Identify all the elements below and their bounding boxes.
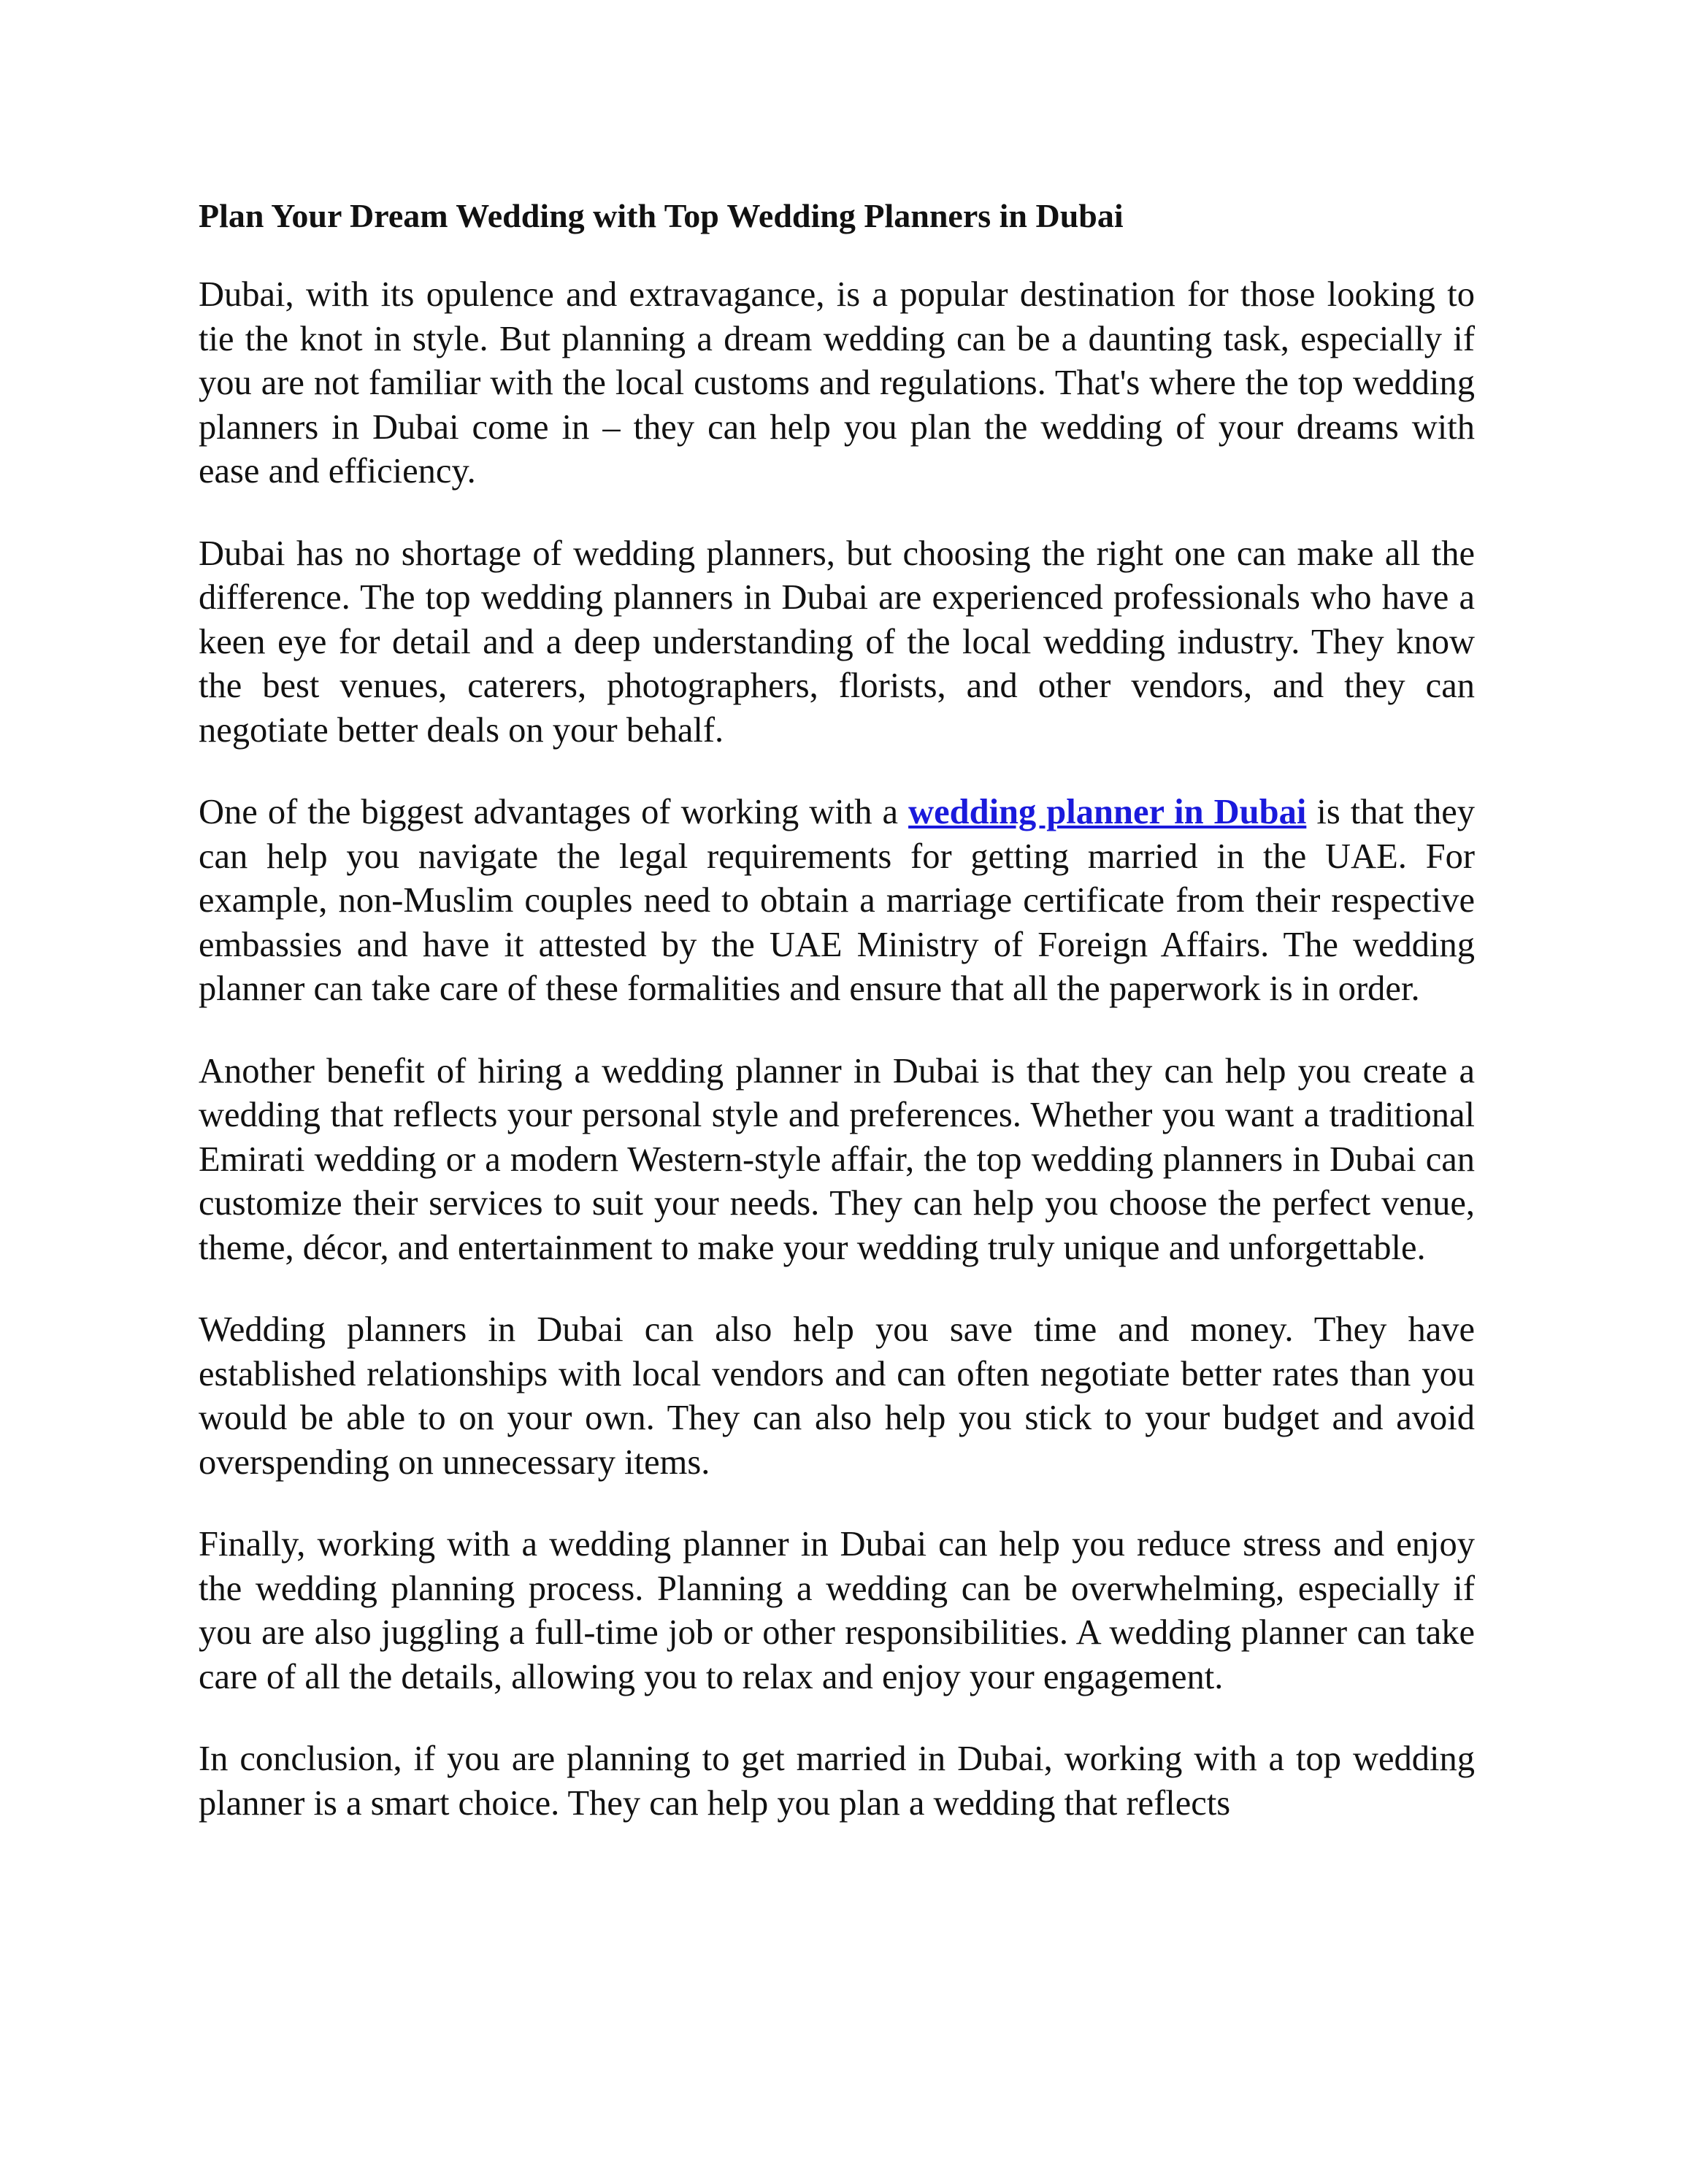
- paragraph-text-before-link: One of the biggest advantages of working with a: [199, 793, 909, 831]
- document-title: Plan Your Dream Wedding with Top Wedding Planners in Dubai: [199, 197, 1124, 234]
- wedding-planner-link[interactable]: wedding planner in Dubai: [908, 793, 1307, 831]
- paragraph-legal-requirements: [199, 791, 1475, 1012]
- paragraph-text-after-link: is that they can help you navigate the legal requirements for getting married in the UAE. For example, non-Muslim couples need to obtain a marriage certificate from their respective embassies and have it attested by the UAE Ministry of Foreign Affairs. The wedding planner can take care of these formalities and ensure that all the paperwork is in order.: [199, 793, 1475, 1008]
- paragraph-choosing-planner: Dubai has no shortage of wedding planners, but choosing the right one can make all the difference. The top wedding planners in Dubai are experienced professionals who have a keen eye for detail and a deep understanding of the local wedding industry. They know the best venues, caterers, photographers, florists, and other vendors, and they can negotiate better deals on your behalf.: [199, 534, 1475, 750]
- paragraph-conclusion: In conclusion, if you are planning to get married in Dubai, working with a top wedding planner is a smart choice. They can help you plan a wedding that reflects: [199, 1739, 1475, 1823]
- paragraph-reduce-stress: Finally, working with a wedding planner in Dubai can help you reduce stress and enjoy the wedding planning process. Planning a wedding can be overwhelming, especially if you are also juggling a full-time job or other responsibilities. A wedding planner can take care of all the details, allowing you to relax and enjoy your engagement.: [199, 1525, 1475, 1696]
- paragraph-personal-style: Another benefit of hiring a wedding planner in Dubai is that they can help you create a wedding that reflects your personal style and preferences. Whether you want a traditional Emirati wedding or a modern Western-style affair, the top wedding planners in Dubai can customize their services to suit your needs. They can help you choose the perfect venue, theme, décor, and entertainment to make your wedding truly unique and unforgettable.: [199, 1051, 1475, 1267]
- document-page: [199, 194, 1475, 1864]
- paragraph-save-time-money: Wedding planners in Dubai can also help you save time and money. They have established relationships with local vendors and can often negotiate better rates than you would be able to on your own. They can also help you stick to your budget and avoid overspending on unnecessary items.: [199, 1310, 1475, 1482]
- paragraph-intro: Dubai, with its opulence and extravagance, is a popular destination for those looking to tie the knot in style. But planning a dream wedding can be a daunting task, especially if you are not familiar with the local customs and regulations. That's where the top wedding planners in Dubai come in – they can help you plan the wedding of your dreams with ease and efficiency.: [199, 275, 1475, 491]
